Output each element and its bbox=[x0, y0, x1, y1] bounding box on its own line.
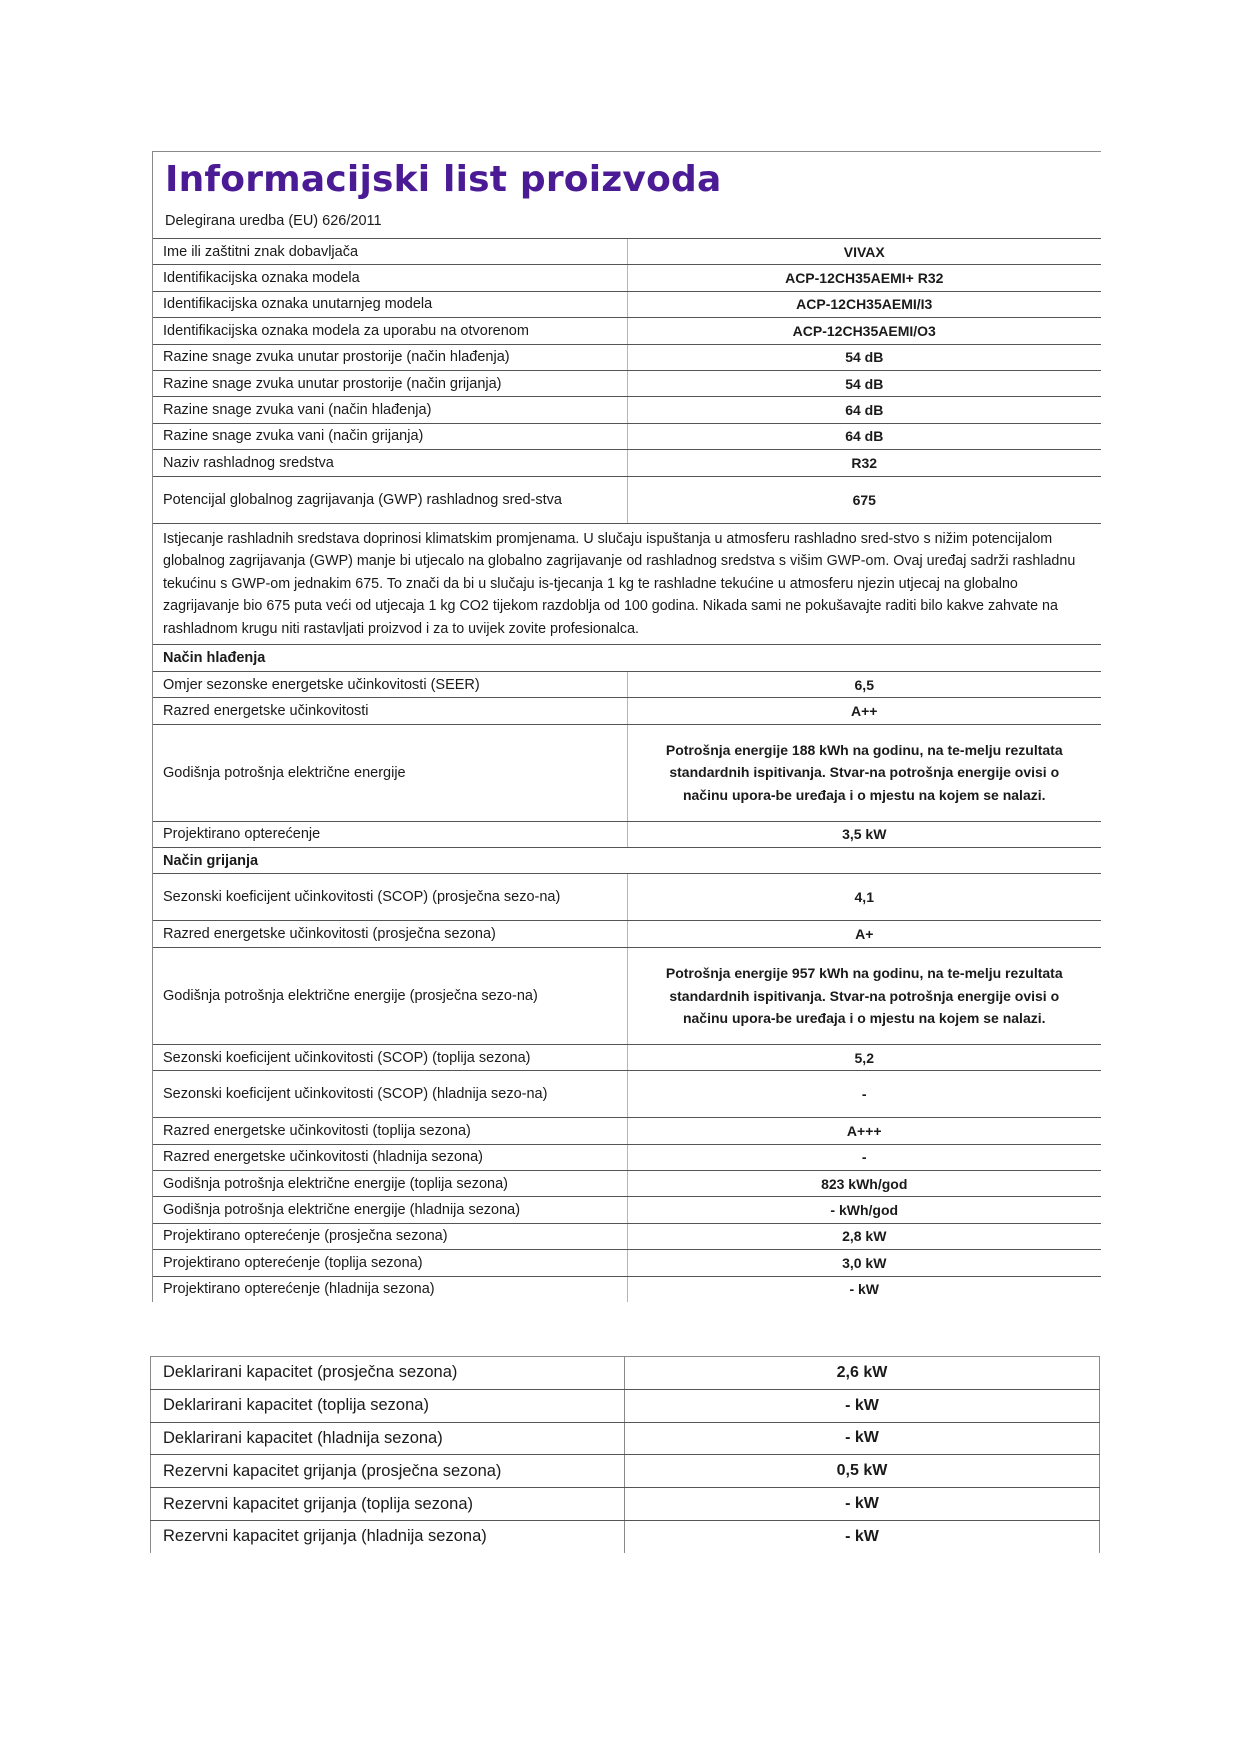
table-row bbox=[153, 1118, 1101, 1144]
table-row bbox=[153, 947, 1101, 1044]
row-value: ACP-12CH35AEMI/O3 bbox=[627, 318, 1101, 344]
product-information-sheet bbox=[152, 151, 1101, 1302]
table-row bbox=[153, 523, 1101, 645]
row-value: 4,1 bbox=[627, 874, 1101, 921]
row-label: Godišnja potrošnja električne energije (prosječna sezo-na) bbox=[153, 947, 627, 1044]
row-label: Razine snage zvuka vani (način hlađenja) bbox=[153, 397, 627, 423]
row-value: R32 bbox=[627, 450, 1101, 476]
row-value: 54 dB bbox=[627, 344, 1101, 370]
row-value: - kWh/god bbox=[627, 1197, 1101, 1223]
row-value: 3,0 kW bbox=[627, 1250, 1101, 1276]
row-label: Projektirano opterećenje (toplija sezona) bbox=[153, 1250, 627, 1276]
row-label: Identifikacijska oznaka modela bbox=[153, 265, 627, 291]
row-label: Identifikacijska oznaka modela za uporabu na otvorenom bbox=[153, 318, 627, 344]
row-value: A+ bbox=[627, 921, 1101, 947]
section-heading-heating: Način grijanja bbox=[153, 848, 1101, 874]
row-label: Godišnja potrošnja električne energije bbox=[153, 724, 627, 821]
row-value: - kW bbox=[625, 1422, 1100, 1455]
row-label: Projektirano opterećenje bbox=[153, 821, 627, 847]
table-row bbox=[153, 1197, 1101, 1223]
table-row bbox=[153, 265, 1101, 291]
table-row bbox=[153, 848, 1101, 874]
row-label: Razine snage zvuka unutar prostorije (način grijanja) bbox=[153, 370, 627, 396]
row-label: Sezonski koeficijent učinkovitosti (SCOP) (toplija sezona) bbox=[153, 1044, 627, 1070]
table-row bbox=[153, 1276, 1101, 1302]
row-label: Deklarirani kapacitet (hladnija sezona) bbox=[151, 1422, 625, 1455]
row-label: Potencijal globalnog zagrijavanja (GWP) rashladnog sred-stva bbox=[153, 476, 627, 523]
row-label: Razine snage zvuka vani (način grijanja) bbox=[153, 423, 627, 449]
row-label: Razred energetske učinkovitosti (toplija sezona) bbox=[153, 1118, 627, 1144]
table-row bbox=[153, 423, 1101, 449]
row-value: - bbox=[627, 1071, 1101, 1118]
table-row bbox=[153, 1171, 1101, 1197]
row-value: ACP-12CH35AEMI+ R32 bbox=[627, 265, 1101, 291]
table-row bbox=[153, 239, 1101, 265]
table-row bbox=[153, 450, 1101, 476]
row-label: Godišnja potrošnja električne energije (hladnija sezona) bbox=[153, 1197, 627, 1223]
row-label: Razine snage zvuka unutar prostorije (način hlađenja) bbox=[153, 344, 627, 370]
row-value: 64 dB bbox=[627, 397, 1101, 423]
row-value: 2,6 kW bbox=[625, 1357, 1100, 1390]
table-row bbox=[151, 1389, 1100, 1422]
table-row bbox=[153, 397, 1101, 423]
row-label: Projektirano opterećenje (hladnija sezona) bbox=[153, 1276, 627, 1302]
row-value: - kW bbox=[625, 1488, 1100, 1521]
refrigerant-note: Istjecanje rashladnih sredstava doprinosi klimatskim promjenama. U slučaju ispuštanja u atmosferu rashladno sred-stvo s nižim potencijalom globalnog zagrijavanja (GWP) manje bi utjecalo na globalno zagrijavanje od rashladnog sredstva s višim GWP-om. Ovaj uređaj sadrži rashladnu tekućinu s GWP-om jednakim 675. To znači da bi u slučaju is-tjecanja 1 kg te rashladne tekućine u atmosferu njezin utjecaj na globalno zagrijavanje bio 675 puta veći od utjecaja 1 kg CO2 tijekom razdoblja od 100 godina. Nikada sami ne pokušavajte raditi bilo kakve zahvate na rashladnom krugu niti rastavljati proizvod i za to uvijek zovite profesionalca. bbox=[153, 523, 1101, 645]
row-value: 3,5 kW bbox=[627, 821, 1101, 847]
capacity-table bbox=[150, 1356, 1100, 1553]
row-label: Deklarirani kapacitet (prosječna sezona) bbox=[151, 1357, 625, 1390]
table-row bbox=[153, 1044, 1101, 1070]
row-value: 2,8 kW bbox=[627, 1223, 1101, 1249]
row-value: 54 dB bbox=[627, 370, 1101, 396]
table-row bbox=[153, 724, 1101, 821]
table-row bbox=[153, 291, 1101, 317]
row-label: Projektirano opterećenje (prosječna sezona) bbox=[153, 1223, 627, 1249]
table-row bbox=[153, 671, 1101, 697]
row-label: Deklarirani kapacitet (toplija sezona) bbox=[151, 1389, 625, 1422]
table-row bbox=[153, 318, 1101, 344]
table-row bbox=[153, 476, 1101, 523]
row-value: ACP-12CH35AEMI/I3 bbox=[627, 291, 1101, 317]
table-row bbox=[153, 1071, 1101, 1118]
table-row bbox=[151, 1422, 1100, 1455]
row-label: Omjer sezonske energetske učinkovitosti (SEER) bbox=[153, 671, 627, 697]
table-row bbox=[153, 698, 1101, 724]
table-row bbox=[153, 821, 1101, 847]
table-row bbox=[153, 921, 1101, 947]
row-value: A++ bbox=[627, 698, 1101, 724]
table-row bbox=[151, 1455, 1100, 1488]
row-label: Rezervni kapacitet grijanja (prosječna sezona) bbox=[151, 1455, 625, 1488]
table-row bbox=[153, 1144, 1101, 1170]
table-row bbox=[153, 344, 1101, 370]
row-label: Identifikacijska oznaka unutarnjeg modela bbox=[153, 291, 627, 317]
row-value: 5,2 bbox=[627, 1044, 1101, 1070]
specification-table bbox=[153, 239, 1101, 1302]
table-row bbox=[153, 645, 1101, 671]
row-value: - bbox=[627, 1144, 1101, 1170]
row-label: Razred energetske učinkovitosti (prosječna sezona) bbox=[153, 921, 627, 947]
table-row bbox=[151, 1488, 1100, 1521]
row-value: 823 kWh/god bbox=[627, 1171, 1101, 1197]
row-value: - kW bbox=[625, 1389, 1100, 1422]
table-row bbox=[153, 370, 1101, 396]
row-value: 64 dB bbox=[627, 423, 1101, 449]
row-label: Razred energetske učinkovitosti (hladnija sezona) bbox=[153, 1144, 627, 1170]
row-value: 675 bbox=[627, 476, 1101, 523]
row-label: Naziv rashladnog sredstva bbox=[153, 450, 627, 476]
table-row bbox=[151, 1520, 1100, 1552]
page-title: Informacijski list proizvoda bbox=[165, 159, 722, 200]
row-value: Potrošnja energije 957 kWh na godinu, na te-melju rezultata standardnih ispitivanja. Stvar-na potrošnja energije ovisi o načinu upora-be uređaja i o mjestu na kojem se nalazi. bbox=[627, 947, 1101, 1044]
row-value: VIVAX bbox=[627, 239, 1101, 265]
table-row bbox=[151, 1357, 1100, 1390]
regulation-subtitle: Delegirana uredba (EU) 626/2011 bbox=[153, 204, 1101, 239]
row-label: Ime ili zaštitni znak dobavljača bbox=[153, 239, 627, 265]
table-row bbox=[153, 1223, 1101, 1249]
row-label: Rezervni kapacitet grijanja (hladnija sezona) bbox=[151, 1520, 625, 1552]
row-label: Rezervni kapacitet grijanja (toplija sezona) bbox=[151, 1488, 625, 1521]
row-value: 6,5 bbox=[627, 671, 1101, 697]
row-value: Potrošnja energije 188 kWh na godinu, na te-melju rezultata standardnih ispitivanja. Stvar-na potrošnja energije ovisi o načinu upora-be uređaja i o mjestu na kojem se nalazi. bbox=[627, 724, 1101, 821]
section-heading-cooling: Način hlađenja bbox=[153, 645, 1101, 671]
table-row bbox=[153, 874, 1101, 921]
row-label: Sezonski koeficijent učinkovitosti (SCOP) (prosječna sezo-na) bbox=[153, 874, 627, 921]
row-label: Razred energetske učinkovitosti bbox=[153, 698, 627, 724]
row-value: - kW bbox=[845, 1527, 879, 1545]
row-value: 0,5 kW bbox=[625, 1455, 1100, 1488]
table-row bbox=[153, 1250, 1101, 1276]
row-label: Godišnja potrošnja električne energije (toplija sezona) bbox=[153, 1171, 627, 1197]
row-value: A+++ bbox=[627, 1118, 1101, 1144]
row-value: - kW bbox=[849, 1281, 880, 1298]
row-label: Sezonski koeficijent učinkovitosti (SCOP) (hladnija sezo-na) bbox=[153, 1071, 627, 1118]
